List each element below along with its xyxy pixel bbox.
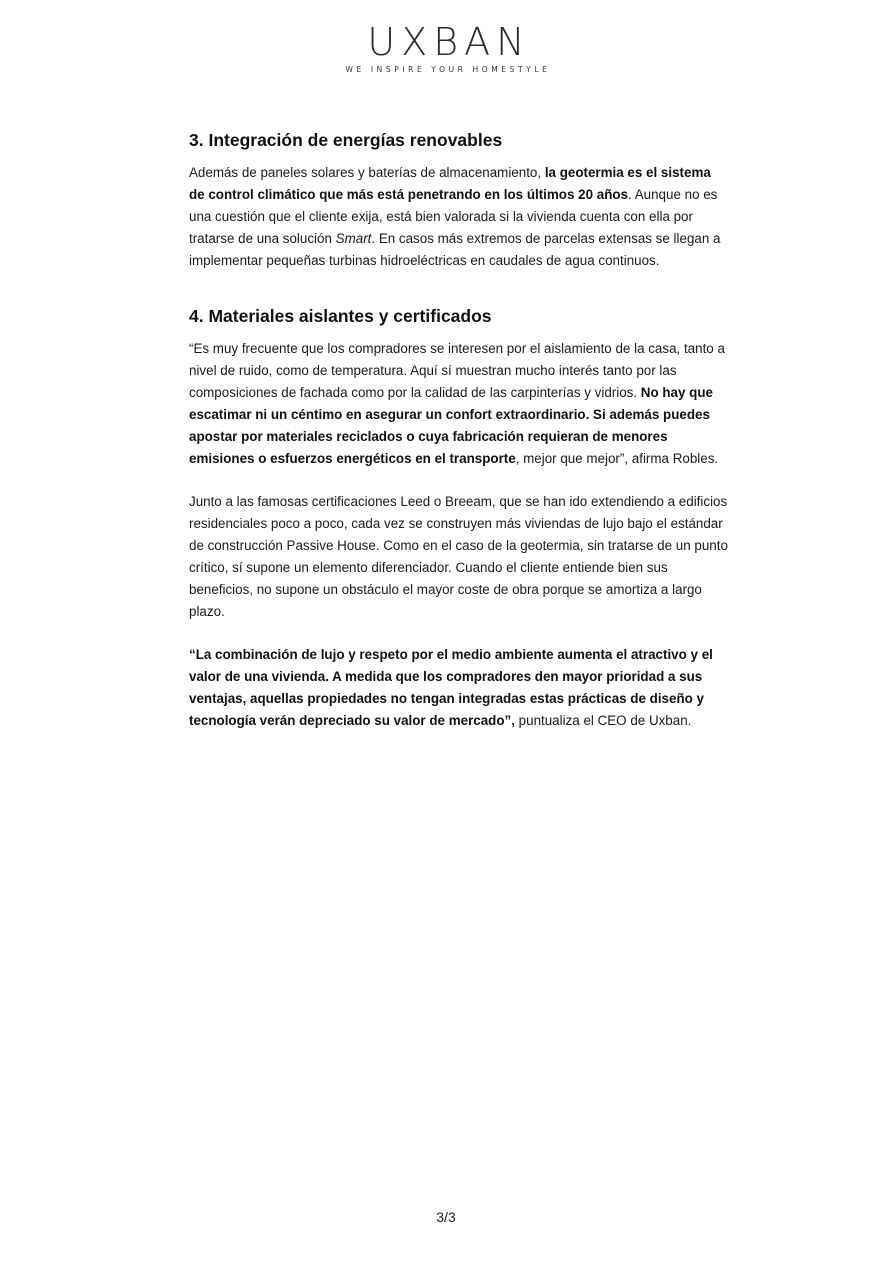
- section-4-paragraph-1: [189, 338, 729, 470]
- uxban-logo: UXBAN: [367, 20, 531, 64]
- text-span: . En casos más extremos de parcelas extensas se llegan a implementar pequeñas turbinas hidroeléctricas en caudales de agua continuos.: [189, 231, 721, 268]
- page-number: 3/3: [436, 1209, 456, 1225]
- section-4-paragraph-2: Junto a las famosas certificaciones Leed o Breeam, que se han ido extendiendo a edificios residenciales poco a poco, cada vez se construyen más viviendas de lujo bajo el estándar de construcción Passive House. Como en el caso de la geotermia, sin tratarse de un punto crítico, sí supone un elemento diferenciador. Cuando el cliente entiende bien sus beneficios, no supone un obstáculo el mayor coste de obra porque se amortiza a largo plazo.: [189, 494, 728, 619]
- spacer: [189, 272, 729, 304]
- bold-span: “La combinación de lujo y respeto por el medio ambiente aumenta el atractivo y el valor de una vivienda. A medida que los compradores den mayor prioridad a sus ventajas, aquellas propiedades no tengan integradas estas prácticas de diseño y tecnología verán depreciado su valor de mercado”,: [189, 647, 713, 728]
- bold-span: la geotermia es el sistema de control climático que más está penetrando en los últimos 20 años: [189, 165, 711, 202]
- section-3-title: 3. Integración de energías renovables: [189, 130, 503, 150]
- page-header: [0, 22, 892, 74]
- text-span: puntualiza el CEO de Uxban.: [514, 713, 692, 728]
- section-4-title: 4. Materiales aislantes y certificados: [189, 306, 492, 326]
- logo-tagline: WE INSPIRE YOUR HOMESTYLE: [345, 65, 551, 74]
- bold-span: No hay que escatimar ni un céntimo en asegurar un confort extraordinario. Si además puedes apostar por materiales reciclados o cuya fabricación requieran de menores emisiones o esfuerzos energéticos en el transporte: [189, 385, 713, 466]
- italic-span: Smart: [335, 231, 372, 246]
- spacer: [189, 623, 729, 644]
- text-span: . Aunque no es una cuestión que el cliente exija, está bien valorada si la vivienda cuenta con ella por tratarse de una solución: [189, 187, 718, 246]
- section-4-quote: [189, 644, 729, 732]
- section-3-paragraph: [189, 162, 729, 272]
- document-body: [189, 128, 729, 732]
- text-span: Además de paneles solares y baterías de almacenamiento,: [189, 165, 545, 180]
- text-span: “Es muy frecuente que los compradores se interesen por el aislamiento de la casa, tanto a nivel de ruido, como de temperatura. Aquí sí muestran mucho interés tanto por las composiciones de fachada como por la calidad de las carpinterías y vidrios.: [189, 341, 725, 400]
- text-span: , mejor que mejor”, afirma Robles.: [515, 451, 719, 466]
- spacer: [189, 470, 729, 491]
